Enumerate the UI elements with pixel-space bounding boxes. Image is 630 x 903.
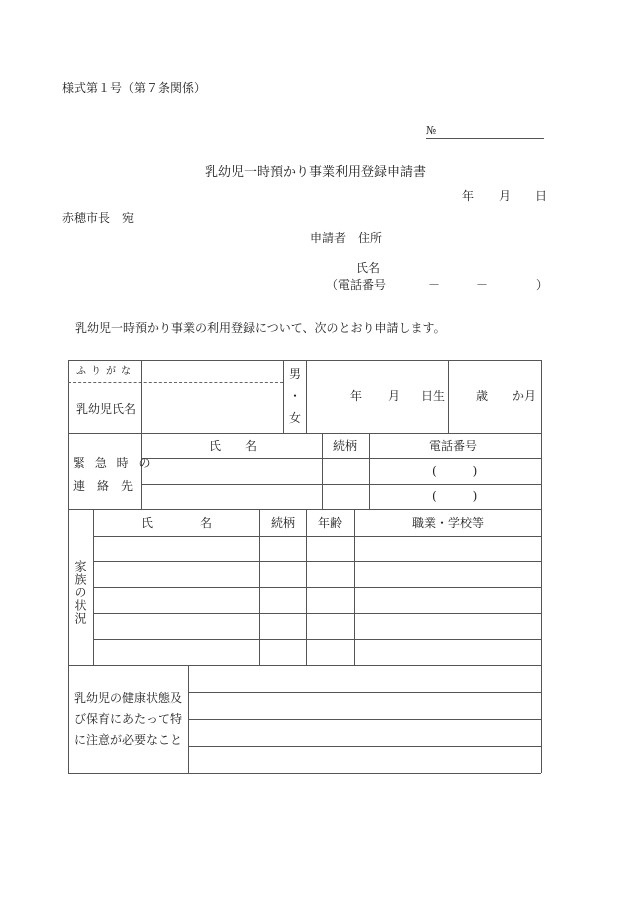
child-name-input[interactable] bbox=[142, 383, 282, 432]
applicant-name-label: 氏名 bbox=[356, 261, 381, 275]
phone-close: ） bbox=[536, 278, 549, 292]
gender-female[interactable]: 女 bbox=[289, 411, 302, 425]
family-header-occupation: 職業・学校等 bbox=[412, 516, 485, 530]
birth-day: 日生 bbox=[421, 389, 446, 403]
date-day: 日 bbox=[535, 189, 548, 203]
health-label: に注意が必要なこと bbox=[74, 733, 183, 747]
emergency-phone-field[interactable]: ( ) bbox=[432, 489, 478, 503]
family-header-surname: 氏 bbox=[141, 516, 154, 530]
emergency-header-name: 氏 名 bbox=[209, 439, 258, 453]
family-label: 家族の状況 bbox=[73, 560, 87, 625]
family-header-name: 名 bbox=[200, 516, 213, 530]
birth-month: 月 bbox=[388, 389, 401, 403]
age-years: 歳 bbox=[476, 389, 489, 403]
date-month: 月 bbox=[499, 189, 512, 203]
phone-dash: － bbox=[428, 278, 441, 292]
health-label: び保育にあたって特 bbox=[74, 712, 183, 726]
emergency-label: 緊 急 時 の bbox=[73, 456, 154, 470]
family-header-age: 年齢 bbox=[318, 516, 343, 530]
age-months: か月 bbox=[512, 389, 537, 403]
gender-separator: ・ bbox=[289, 389, 302, 403]
no-field[interactable] bbox=[426, 138, 544, 139]
statement: 乳幼児一時預かり事業の利用登録について、次のとおり申請します。 bbox=[75, 321, 446, 335]
page-title: 乳幼児一時預かり事業利用登録申請書 bbox=[205, 165, 427, 180]
addressee: 赤穂市長 宛 bbox=[62, 211, 135, 225]
birth-year: 年 bbox=[350, 389, 363, 403]
applicant-address-label: 申請者 住所 bbox=[310, 231, 383, 245]
date-year: 年 bbox=[462, 189, 475, 203]
emergency-label: 連 絡 先 bbox=[73, 479, 134, 493]
child-name-label: 乳幼児氏名 bbox=[76, 402, 137, 416]
emergency-header-phone: 電話番号 bbox=[429, 439, 478, 453]
form-number: 様式第１号（第７条関係） bbox=[62, 81, 207, 95]
family-header-relation: 続柄 bbox=[271, 516, 296, 530]
applicant-phone-label: （電話番号 bbox=[326, 278, 387, 292]
emergency-phone-field[interactable]: ( ) bbox=[432, 464, 478, 478]
emergency-header-relation: 続柄 bbox=[333, 439, 358, 453]
no-label: № bbox=[426, 124, 437, 137]
phone-dash: － bbox=[476, 278, 489, 292]
gender-male[interactable]: 男 bbox=[289, 367, 302, 381]
furigana-label: ふりがな bbox=[76, 366, 136, 377]
furigana-input[interactable] bbox=[142, 361, 282, 381]
health-label: 乳幼児の健康状態及 bbox=[74, 691, 183, 705]
